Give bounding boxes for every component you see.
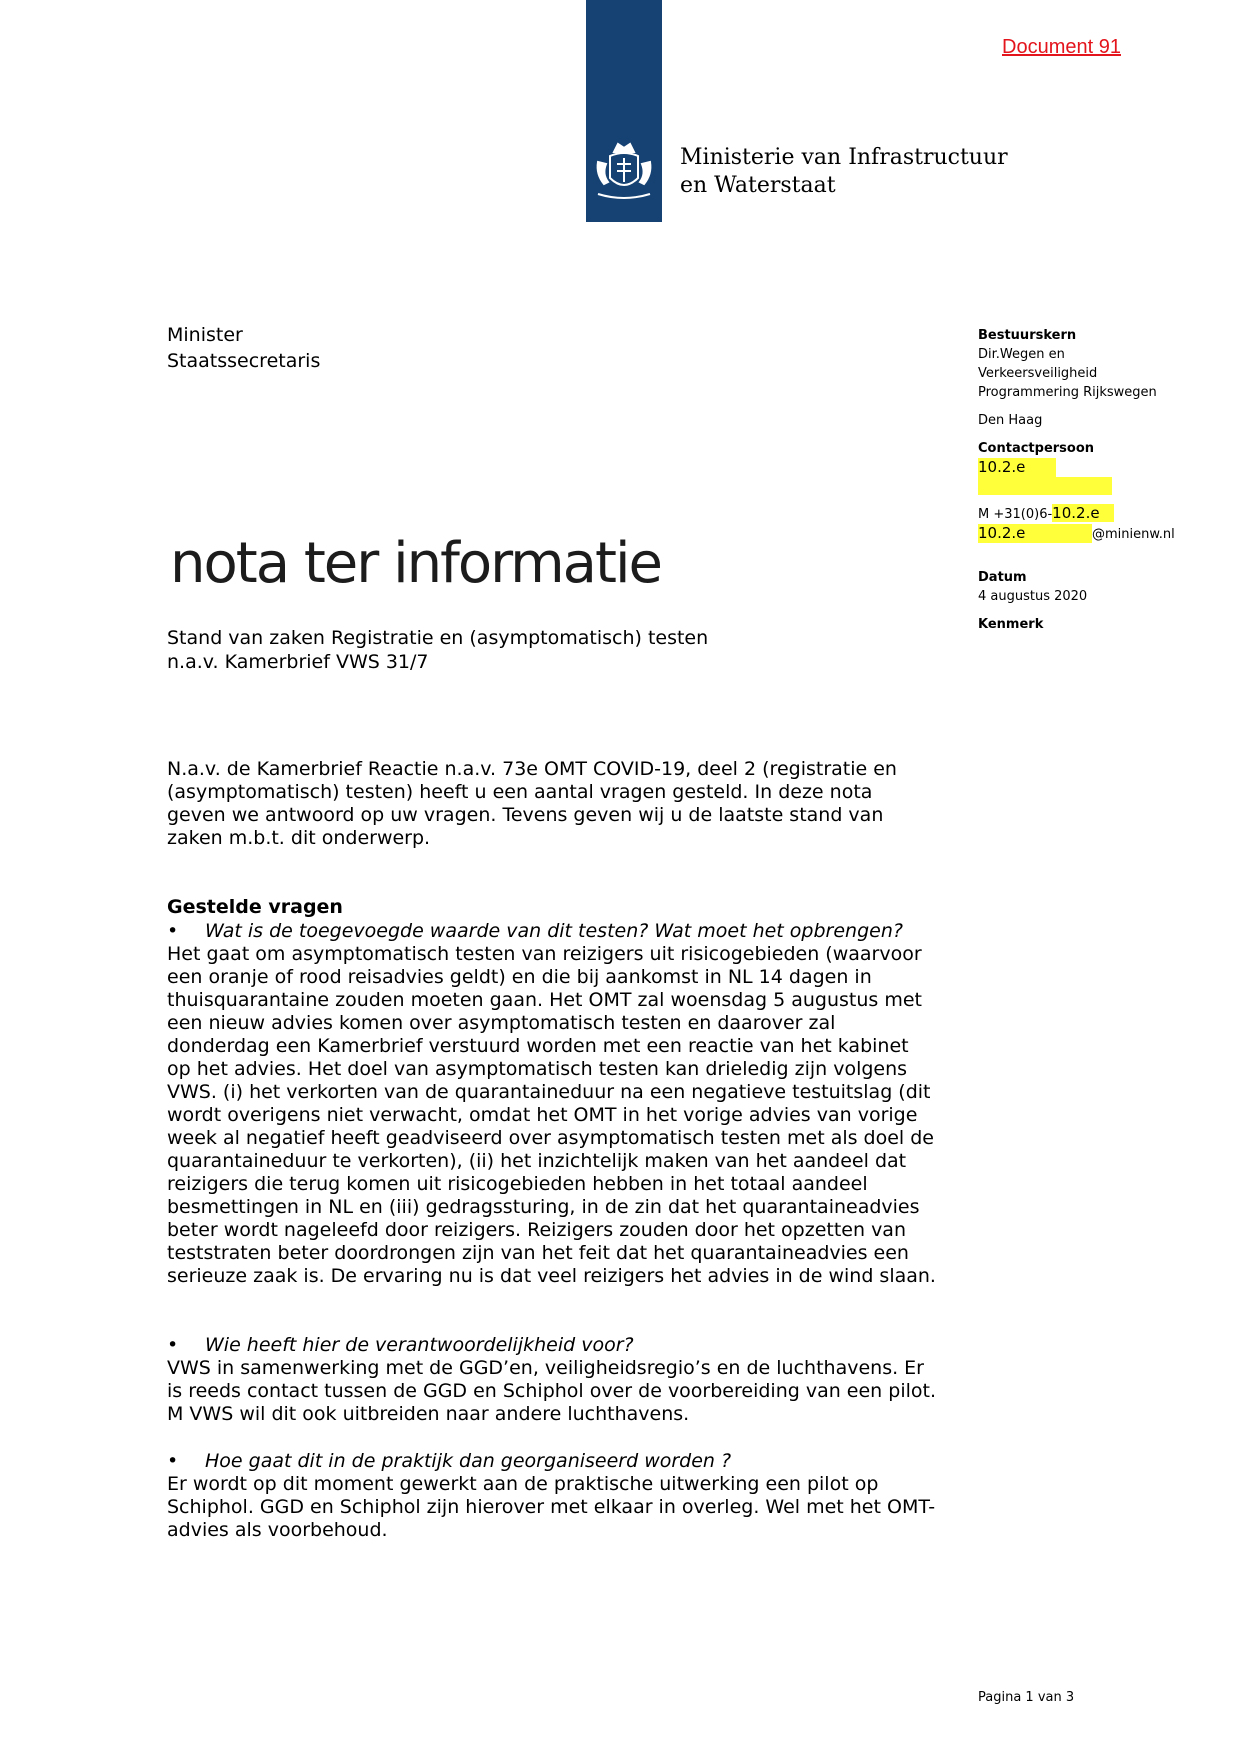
- intro-paragraph: [167, 758, 937, 850]
- addressee-staatssecretaris: Staatssecretaris: [167, 350, 321, 372]
- question-2: [167, 1334, 937, 1357]
- redaction-code: 10.2.e: [978, 458, 1026, 476]
- answer-text: Er wordt op dit moment gewerkt aan de praktische uitwerking een pilot op Schiphol. GGD en Schiphol zijn hierover met elkaar in overleg. Wel met het OMT-advies als voorbehoud.: [167, 1473, 936, 1541]
- phone-prefix: M +31(0)6-: [978, 507, 1053, 522]
- question-block-3: [167, 1450, 937, 1542]
- royal-coat-of-arms-icon: [590, 138, 658, 208]
- answer-text: Het gaat om asymptomatisch testen van reizigers uit risicogebieden (waarvoor een oranje of rood reisadvies geldt) en die bij aankomst in NL 14 dagen in thuisquarantaine zouden moeten gaan. Het OMT zal woensdag 5 augustus met een nieuw advies komen over asymptomatisch testen en daarover zal donderdag een Kamerbrief verstuurd worden met een reactie van het kabinet op het advies. Het doel van asymptomatisch testen kan drieledig zijn volgens VWS. (i) het verkorten van de quarantaineduur na een negatieve testuitslag (dit wordt overigens niet verwacht, omdat het OMT in het vorige advies van vorige week al negatief heeft geadviseerd over asymptomatisch testen met als doel de quarantaineduur te verkorten), (ii) het inzichtelijk maken van het aandeel dat reizigers die terug komen uit risicogebieden hebben in het totaal aandeel besmettingen in NL en (iii) gedragssturing, in de zin dat het quarantaineadvies beter wordt nageleefd door reizigers. Reizigers zouden door het opzetten van teststraten beter doordrongen zijn van het feit dat het quarantaineadvies een serieuze zaak is. De ervaring nu is dat veel reizigers het advies in de wind slaan.: [167, 943, 936, 1287]
- addressees: [167, 322, 320, 374]
- email-line: [978, 524, 1198, 544]
- date-label: Datum: [978, 570, 1027, 585]
- question-text: Wie heeft hier de verantwoordelijkheid voor?: [205, 1334, 634, 1356]
- section-heading: Gestelde vragen: [167, 896, 343, 918]
- question-1: [167, 920, 937, 943]
- subject: [167, 626, 708, 674]
- subject-line1: Stand van zaken Registratie en (asymptomatisch) testen: [167, 627, 709, 649]
- department-line: Verkeersveiligheid: [978, 366, 1098, 381]
- question-3: [167, 1450, 937, 1473]
- phone-redacted: 10.2.e: [1052, 504, 1113, 522]
- department-line: Dir.Wegen en: [978, 347, 1065, 362]
- answer-text: VWS in samenwerking met de GGD’en, veiligheidsregio’s en de luchthavens. Er is reeds contact tussen de GGD en Schiphol over de voorbereiding van een pilot. M VWS wil dit ook uitbreiden naar andere luchthavens.: [167, 1357, 936, 1425]
- department-label: Bestuurskern: [978, 328, 1077, 343]
- ministry-logo-bar: [586, 0, 662, 222]
- ministry-name-line2: en Waterstaat: [680, 173, 836, 198]
- email-domain: @minienw.nl: [1092, 527, 1175, 542]
- contact-label: Contactpersoon: [978, 441, 1095, 456]
- subject-line2: n.a.v. Kamerbrief VWS 31/7: [167, 651, 429, 673]
- page-number: Pagina 1 van 3: [978, 1690, 1075, 1705]
- addressee-minister: Minister: [167, 324, 243, 346]
- bullet-icon: •: [167, 920, 179, 942]
- department-line: Programmering Rijkswegen: [978, 385, 1157, 400]
- contact-name-redacted: [978, 458, 1056, 477]
- question-text: Hoe gaat dit in de praktijk dan georganiseerd worden ?: [205, 1450, 732, 1472]
- bullet-icon: •: [167, 1450, 179, 1472]
- intro-text: N.a.v. de Kamerbrief Reactie n.a.v. 73e OMT COVID-19, deel 2 (registratie en (asymptomatisch) testen) heeft u een aantal vragen gesteld. In deze nota geven we antwoord op uw vragen. Tevens geven wij u de laatste stand van zaken m.b.t. dit onderwerp.: [167, 758, 897, 849]
- bullet-icon: •: [167, 1334, 179, 1356]
- ministry-name-line1: Ministerie van Infrastructuur: [680, 145, 1008, 170]
- phone-line: [978, 504, 1198, 524]
- sidebar-meta: [978, 326, 1198, 634]
- kenmerk-label: Kenmerk: [978, 617, 1044, 632]
- redaction-block: [978, 477, 1112, 495]
- city: Den Haag: [978, 413, 1043, 428]
- document-reference[interactable]: Document 91: [1002, 36, 1121, 58]
- question-text: Wat is de toegevoegde waarde van dit testen? Wat moet het opbrengen?: [205, 920, 903, 942]
- document-type-title: nota ter informatie: [170, 531, 661, 596]
- ministry-name: [680, 144, 1008, 200]
- email-redacted: 10.2.e: [978, 524, 1092, 543]
- question-block-2: [167, 1334, 937, 1426]
- date-value: 4 augustus 2020: [978, 589, 1088, 604]
- question-block-1: [167, 920, 937, 1288]
